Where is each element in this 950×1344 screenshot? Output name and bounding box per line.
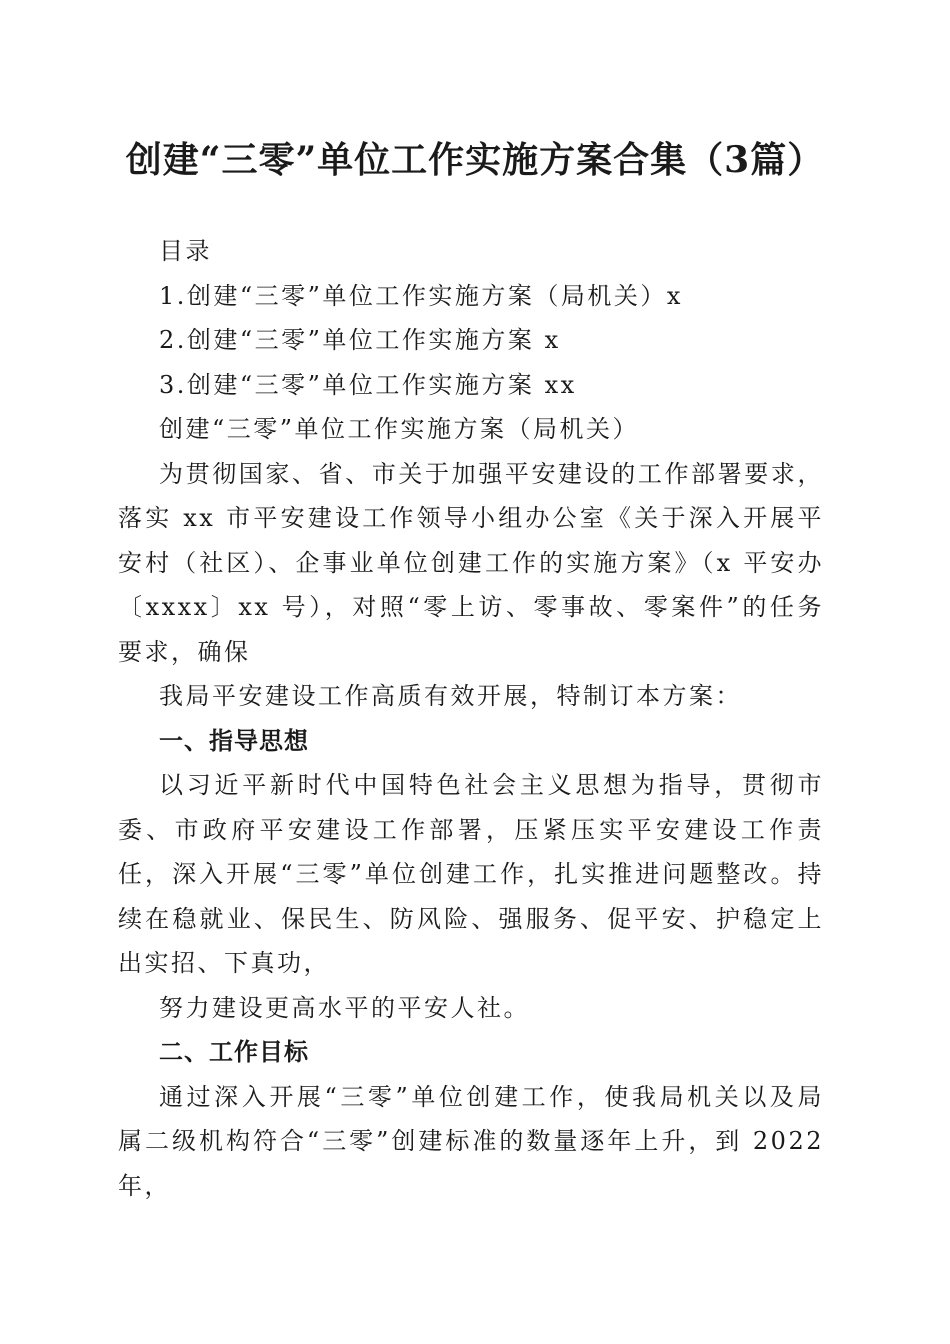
intro-paragraph: 为贯彻国家、省、市关于加强平安建设的工作部署要求，落实 xx 市平安建设工作领导小组办公室《关于深入开展平安村（社区）、企事业单位创建工作的实施方案》（x 平安办〔xxxx〕xx 号），对照“零上访、零事故、零案件”的任务要求，确保: [118, 459, 824, 666]
toc-label: 目录: [159, 237, 212, 265]
paragraph-work-goals: 通过深入开展“三零”单位创建工作，使我局机关以及局属二级机构符合“三零”创建标准的数量逐年上升，到 2022 年，: [118, 1082, 824, 1200]
toc-item-3: 3.创建“三零”单位工作实施方案 xx: [159, 370, 577, 399]
intro-continuation: 我局平安建设工作高质有效开展，特制订本方案：: [159, 682, 742, 710]
document-body: [118, 229, 824, 1208]
toc-item-2: 2.创建“三零”单位工作实施方案 x: [159, 326, 561, 354]
section-title: 创建“三零”单位工作实施方案（局机关）: [159, 415, 640, 443]
paragraph-guiding-ideology: 以习近平新时代中国特色社会主义思想为指导，贯彻市委、市政府平安建设工作部署，压紧压实平安建设工作责任，深入开展“三零”单位创建工作，扎实推进问题整改。持续在稳就业、保民生、防风险、强服务、促平安、护稳定上出实招、下真功，: [118, 771, 824, 977]
heading-work-goals: 二、工作目标: [159, 1038, 309, 1066]
document-title: 创建“三零”单位工作实施方案合集（3篇）: [125, 139, 825, 181]
toc-item-1: 1.创建“三零”单位工作实施方案（局机关）x: [159, 281, 683, 310]
heading-guiding-ideology: 一、指导思想: [159, 726, 309, 755]
paragraph-guiding-ideology-continuation: 努力建设更高水平的平安人社。: [159, 993, 530, 1022]
